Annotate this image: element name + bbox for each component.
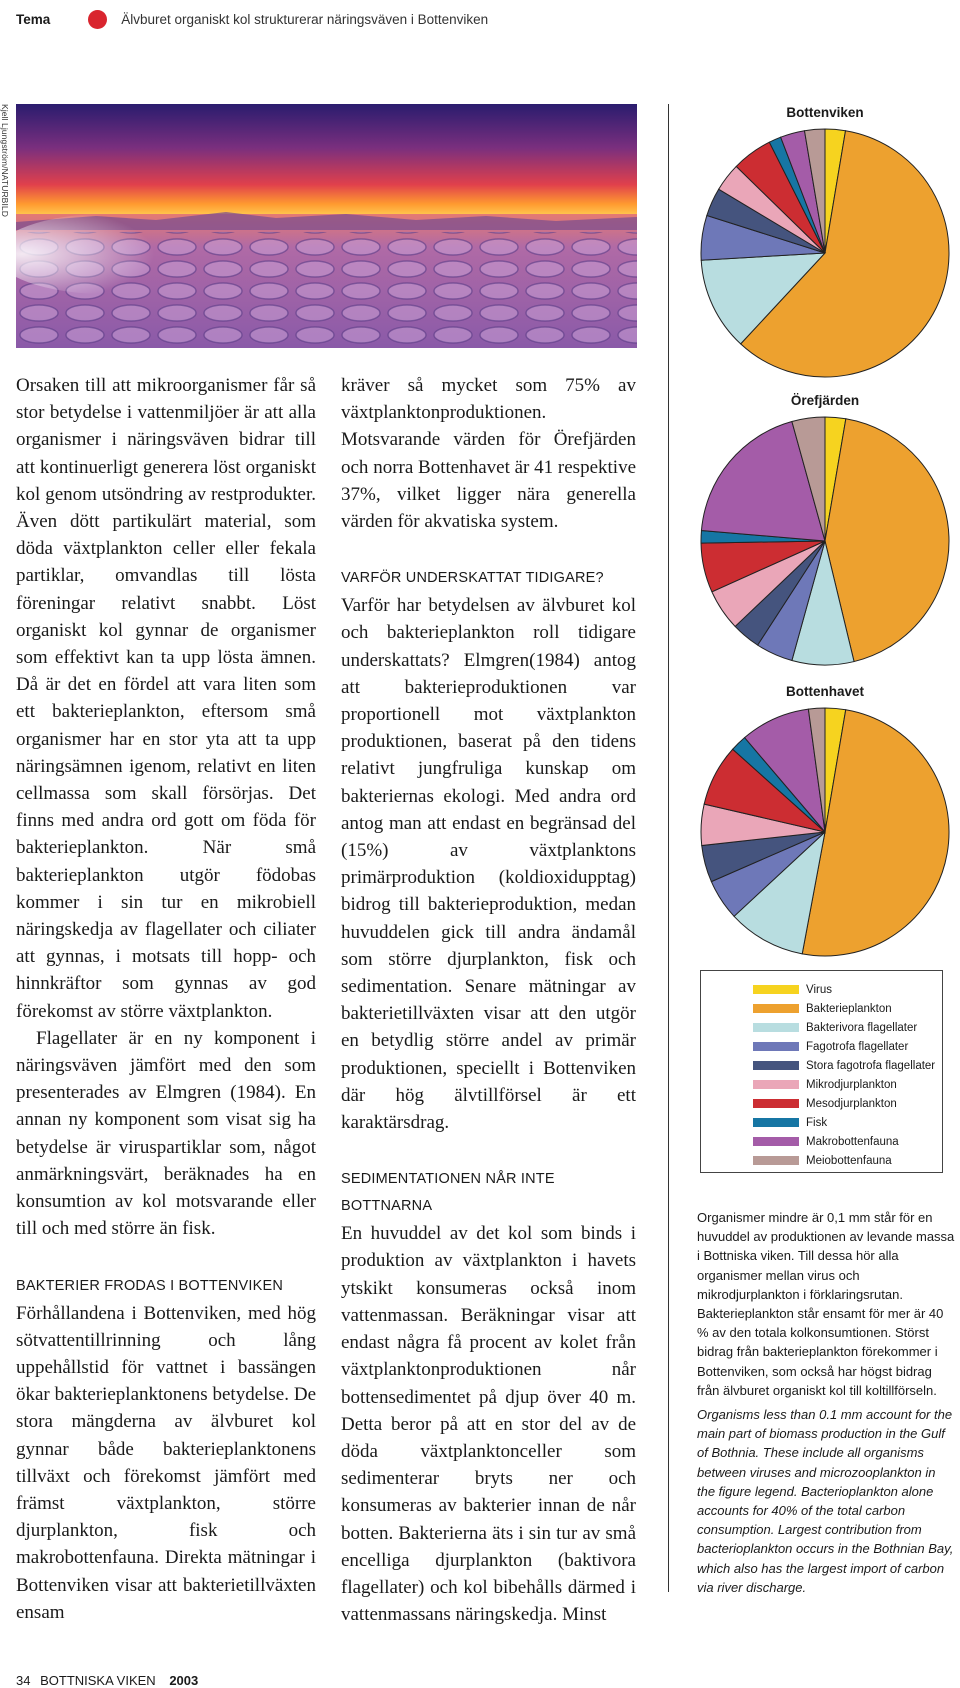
paragraph: Orsaken till att mikroorganismer får så stor betydelse i vattenmiljöer är att alla organismer i näringsväven bidrar till att kontinuerligt generera löst organiskt kol genom utsöndring av restprodukter. Även dött partikulärt material, som döda växtplankton celler eller fekala partiklar, omvandlas till lösta föreningar relativt snabbt. Löst organiskt kol gynnar de organismer som effektivt kan ta upp lösta ämnen. Då är det en fördel att vara liten som ett bakterieplankton, eftersom små organismer har en stor yta att ta upp näringsämnen igenom, relativt en liten cellmassa som skall försörjas. Det finns med andra ord gott om föda för bakterieplankton. När små bakterieplankton utgör födobas kommer i sin tur en mikrobiell näringskedja av flagellater och ciliater att gynnas, i motsats till hopp- och hinnkräftor som gynnas av god förekomst av större växtplankton.: [16, 375, 316, 1022]
legend-swatch: [753, 1118, 799, 1127]
legend-swatch: [753, 1137, 799, 1146]
column-divider: [668, 104, 669, 1592]
legend-item: [753, 1151, 942, 1170]
photo-credit: Kjell Ljungström/NATURBILD: [0, 104, 10, 217]
legend-item: [753, 1132, 942, 1151]
legend-label: Makrobottenfauna: [806, 1135, 899, 1148]
legend-item: [753, 1018, 942, 1037]
legend-swatch: [753, 1080, 799, 1089]
section-heading: SEDIMENTATIONEN NÅR INTE BOTTNARNA: [341, 1171, 555, 1215]
chart-title: Örefjärden: [790, 393, 860, 408]
paragraph: Varför har betydelsen av älvburet kol och bakterieplankton roll tidigare underskattats? Elmgren(1984) antog att bakterieproduktionen var proportionell mot växtplankton produktionen, baserat på den tidens relativt jungfruliga kunskap om bakteriernas ekologi. Med andra ord antog man att endast en begränsad del (15%) av växtplanktons primärproduktion (koldioxidupptag) bidrog till bakterieproduktion, medan huvuddelen gick till andra ändamål som större djurplankton, fisk och sedimentation. Senare mätningar av bakterietillväxten visar att den utgör en betydlig större andel av primär produktionen, speciellt i Bottenviken där hög älvtillförsel är ett karaktärsdrag.: [341, 595, 636, 1134]
section-dot: [88, 10, 107, 29]
pie-chart-bottenhavet: [695, 702, 955, 962]
magazine-name: BOTTNISKA VIKEN: [40, 1673, 156, 1688]
legend-swatch: [753, 1099, 799, 1108]
page-footer: [16, 1673, 198, 1688]
legend-swatch: [753, 1042, 799, 1051]
section-label: Tema: [16, 11, 51, 27]
legend-swatch: [753, 985, 799, 994]
legend-item: [753, 1037, 942, 1056]
legend-label: Stora fagotrofa flagellater: [806, 1059, 936, 1072]
section-heading: VARFÖR UNDERSKATTAT TIDIGARE?: [341, 570, 604, 587]
pie-chart-orefjarden: [695, 411, 955, 671]
legend-label: Meiobottenfauna: [806, 1154, 892, 1167]
page-header: [16, 9, 488, 29]
page-number: 34: [16, 1673, 31, 1688]
legend-label: Bakterivora flagellater: [806, 1021, 918, 1034]
legend-item: [753, 1075, 942, 1094]
legend-item: [753, 980, 942, 999]
chart-title: Bottenhavet: [785, 684, 864, 699]
text-column-1: [16, 372, 316, 1626]
legend-swatch: [753, 1023, 799, 1032]
issue-year: 2003: [169, 1673, 199, 1688]
legend-item: [753, 1056, 942, 1075]
text-column-2: [341, 372, 636, 1628]
legend-label: Virus: [806, 983, 832, 996]
section-heading: BAKTERIER FRODAS I BOTTENVIKEN: [16, 1277, 284, 1294]
legend-label: Fagotrofa flagellater: [806, 1040, 909, 1053]
legend-swatch: [753, 1004, 799, 1013]
chart-legend: [700, 970, 943, 1173]
legend-swatch: [753, 1156, 799, 1165]
chart-title: Bottenviken: [786, 105, 864, 120]
paragraph: En huvuddel av det kol som binds i produktion av växtplankton i havets ytskikt konsumeras också inom vattenmassan. Beräkningar visar att endast några få procent av kolet från växtplanktonproduktionen når bottensedimentet på djup över 40 m. Detta beror på att en stor del av de döda växtplanktonceller som sedimenterar bryts ner och konsumeras av bakterier innan de når botten. Bakterierna äts i sin tur av små encelliga djurplankton (baktivora flagellater) och kol bibehålls därmed i vattenmassans näringskedja. Minst: [341, 1223, 636, 1626]
legend-item: [753, 999, 942, 1018]
legend-label: Mikrodjurplankton: [806, 1078, 897, 1091]
legend-label: Bakterieplankton: [806, 1002, 892, 1015]
paragraph: Förhållandena i Bottenviken, med hög sötvattentillrinning och lång uppehållstid för vattnet i bassängen ökar bakterieplanktonens betydelse. De stora mängderna av älvburet kol gynnar både bakterieplanktonens tillväxt och förekomst jämfört med främst växtplankton, större djurplankton, fisk och makrobottenfauna. Direkta mätningar i Bottenviken visar att bakterietillväxten ensam: [16, 1302, 316, 1623]
sunset-ice-photo: [16, 104, 637, 348]
article-title: Älvburet organiskt kol strukturerar näringsväven i Bottenviken: [121, 11, 489, 27]
paragraph: kräver så mycket som 75% av växtplanktonproduktionen. Motsvarande värden för Örefjärden och norra Bottenhavet är 41 respektive 37%, vilket ligger nära generella värden för akvatiska system.: [341, 375, 636, 533]
legend-label: Fisk: [806, 1116, 828, 1129]
caption-english: Organisms less than 0.1 mm account for the main part of biomass production in the Gulf of Bothnia. These include all organisms between viruses and microzooplankton in the figure legend. Bacterioplankton alone accounts for 40% of the total carbon consumption. Largest contribution from bacterioplankton occurs in the Bothnian Bay, which also has the largest import of carbon via river discharge.: [697, 1407, 954, 1595]
caption-swedish: Organismer mindre är 0,1 mm står för en huvuddel av produktionen av levande massa i Bottniska viken. Till dessa hör alla organismer mellan virus och mikrodjurplankton i förklaringsrutan. Bakterieplankton står ensamt för mer är 40 % av den totala kolkonsumtionen. Störst bidrag från bakterieplankton förekommer i Bottenviken, som också har högst bidrag från älvburet organiskt kol till koltillförseln.: [697, 1210, 955, 1398]
legend-label: Mesodjurplankton: [806, 1097, 897, 1110]
legend-swatch: [753, 1061, 799, 1070]
pie-chart-bottenviken: [695, 123, 955, 383]
paragraph: Flagellater är en ny komponent i näringsväven jämfört med den som presenterades av Elmgren (1984). En annan ny komponent som visat sig ha betydelse är viruspartiklar som, något anmärkningsvärt, beräknades ha en konsumtion av kol motsvarande eller till och med större än fisk.: [16, 1027, 316, 1240]
legend-item: [753, 1094, 942, 1113]
legend-item: [753, 1113, 942, 1132]
